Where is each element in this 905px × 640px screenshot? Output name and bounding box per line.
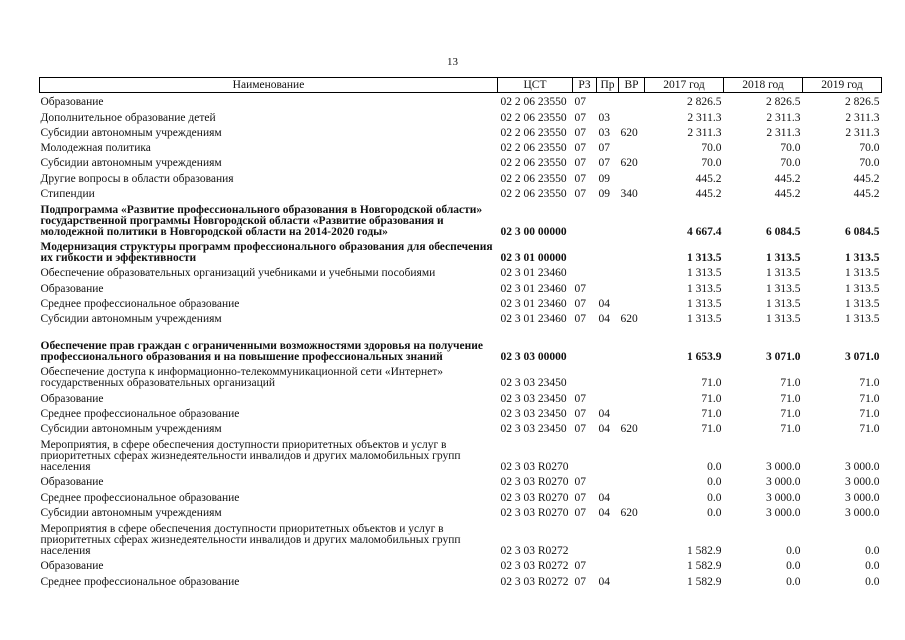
cell-2018: 2 311.3 [766,126,801,139]
cell-rz: 07 [574,188,586,201]
cell-rz: 07 [574,392,586,405]
cell-pr: 04 [598,313,610,326]
table-row [40,519,882,557]
cell-2018: 1 313.5 [766,252,801,265]
cell-pr: 07 [598,142,610,155]
cell-name: Субсидии автономным учреждениям [40,157,222,170]
cell-vr [619,238,645,264]
cell-cst: 02 3 03 R0272 [500,575,569,588]
cell-2017: 0.0 [707,491,722,504]
cell-name: Образование [40,560,104,573]
cell-2017: 70.0 [701,142,722,155]
cell-pr: 09 [598,172,610,185]
cell-name: Образование [40,96,104,109]
cell-2018: 70.0 [780,142,801,155]
cell-2018: 3 071.0 [766,351,801,364]
cell-pr: 03 [598,126,610,139]
cell-2019: 0.0 [865,575,880,588]
table-row [40,557,882,572]
cell-pr [597,389,619,404]
cell-2019: 70.0 [859,142,880,155]
cell-vr [619,473,645,488]
table-row [40,200,882,238]
cell-2019: 71.0 [859,407,880,420]
header-rz: РЗ [573,78,597,93]
cell-rz: 07 [574,313,586,326]
cell-pr: 04 [598,407,610,420]
cell-2019: 71.0 [859,392,880,405]
cell-2018: 2 311.3 [766,111,801,124]
table-row [40,295,882,310]
cell-name: Обеспечение доступа к информационно-телекоммуникационной сети «Интернет» государственных образовательных организаций [40,366,444,390]
cell-2017: 445.2 [695,188,722,201]
cell-rz [573,264,597,279]
cell-2018: 1 313.5 [766,267,801,280]
cell-2017: 2 826.5 [687,96,722,109]
cell-name: Образование [40,392,104,405]
cell-name: Среднее профессиональное образование [40,297,240,310]
cell-2017: 71.0 [701,423,722,436]
cell-pr: 04 [598,297,610,310]
cell-2019: 0.0 [865,545,880,558]
cell-vr [619,557,645,572]
cell-2018: 1 313.5 [766,297,801,310]
cell-2019: 3 000.0 [845,461,880,474]
cell-name: Дополнительное образование детей [40,111,216,124]
cell-name: Субсидии автономным учреждениям [40,313,222,326]
cell-rz [573,200,597,238]
table-row [40,124,882,139]
cell-2018: 1 313.5 [766,282,801,295]
cell-name: Подпрограмма «Развитие профессионального образования в Новгородской области» государственной программы Новгородской области «Развитие образования и молодежной политики в Новгородской области на 2014-2020 годы» [40,204,483,239]
table-header-row [40,78,882,93]
cell-cst: 02 3 03 23450 [500,407,567,420]
cell-pr: 04 [598,507,610,520]
page-number: 13 [447,56,458,68]
cell-cst: 02 3 03 R0270 [500,461,569,474]
cell-pr [597,557,619,572]
cell-name: Стипендии [40,188,95,201]
cell-vr [619,405,645,420]
cell-2017: 1 653.9 [687,351,722,364]
table-row [40,420,882,435]
cell-vr [619,200,645,238]
cell-2019: 3 000.0 [845,507,880,520]
cell-vr [619,572,645,587]
header-pr: Пр [597,78,619,93]
cell-name: Мероприятия, в сфере обеспечения доступности приоритетных объектов и услуг в приоритетных сферах жизнедеятельности инвалидов и других маломобильных групп населения [40,439,461,474]
cell-rz [573,519,597,557]
cell-name: Субсидии автономным учреждениям [40,126,222,139]
cell-2019: 3 000.0 [845,476,880,489]
table-row [40,93,882,109]
cell-2019: 0.0 [865,560,880,573]
cell-name: Среднее профессиональное образование [40,575,240,588]
cell-cst: 02 3 00 00000 [500,226,567,239]
table-row [40,264,882,279]
cell-2017: 0.0 [707,476,722,489]
cell-2017: 2 311.3 [687,111,722,124]
cell-2019: 2 826.5 [845,96,880,109]
header-cst: ЦСТ [498,78,573,93]
cell-2017: 2 311.3 [687,126,722,139]
cell-vr: 620 [620,157,638,170]
cell-vr [619,279,645,294]
cell-vr: 620 [620,313,638,326]
cell-name: Обеспечение образовательных организаций учебниками и учебными пособиями [40,267,436,280]
table-row [40,389,882,404]
table-row [40,504,882,519]
cell-cst: 02 2 06 23550 [500,188,567,201]
cell-vr [619,264,645,279]
table-row [40,169,882,184]
cell-rz: 07 [574,507,586,520]
cell-vr [619,108,645,123]
cell-2017: 1 313.5 [687,282,722,295]
cell-2017: 71.0 [701,392,722,405]
cell-name: Модернизация структуры программ профессионального образования для обеспечения их гибкости и эффективности [40,241,493,265]
cell-pr: 07 [598,157,610,170]
cell-2017: 1 313.5 [687,267,722,280]
cell-name: Среднее профессиональное образование [40,491,240,504]
cell-pr [597,363,619,389]
cell-vr: 620 [620,126,638,139]
cell-2017: 1 313.5 [687,297,722,310]
cell-cst: 02 3 03 R0272 [500,545,569,558]
cell-rz: 07 [574,560,586,573]
cell-2017: 1 313.5 [687,252,722,265]
cell-vr: 340 [620,188,638,201]
table-row [40,488,882,503]
cell-2017: 1 582.9 [687,575,722,588]
cell-cst: 02 3 03 R0270 [500,491,569,504]
cell-pr [597,279,619,294]
table-row [40,139,882,154]
cell-2019: 70.0 [859,157,880,170]
cell-cst: 02 3 01 23460 [500,282,567,295]
cell-vr [619,169,645,184]
table-row [40,325,882,363]
cell-2019: 1 313.5 [845,297,880,310]
cell-name: Субсидии автономным учреждениям [40,423,222,436]
table-row [40,363,882,389]
cell-2018: 3 000.0 [766,491,801,504]
cell-vr [619,93,645,109]
cell-2019: 3 071.0 [845,351,880,364]
cell-2018: 0.0 [786,560,801,573]
cell-rz [573,325,597,363]
cell-pr [597,264,619,279]
cell-rz: 07 [574,491,586,504]
cell-cst: 02 3 01 00000 [500,252,567,265]
cell-2019: 6 084.5 [845,226,880,239]
cell-2018: 0.0 [786,545,801,558]
cell-cst: 02 2 06 23550 [500,157,567,170]
cell-rz: 07 [574,172,586,185]
cell-2018: 445.2 [774,172,801,185]
cell-2017: 0.0 [707,461,722,474]
table-row [40,238,882,264]
cell-2019: 3 000.0 [845,491,880,504]
cell-2019: 445.2 [853,172,880,185]
cell-vr [619,363,645,389]
cell-name: Молодежная политика [40,142,151,155]
cell-2019: 1 313.5 [845,252,880,265]
cell-rz: 07 [574,111,586,124]
cell-name: Другие вопросы в области образования [40,172,234,185]
cell-name: Образование [40,476,104,489]
cell-2019: 2 311.3 [845,111,880,124]
cell-name: Субсидии автономным учреждениям [40,507,222,520]
cell-2017: 70.0 [701,157,722,170]
cell-cst: 02 3 01 23460 [500,297,567,310]
cell-2018: 71.0 [780,407,801,420]
cell-2017: 0.0 [707,507,722,520]
cell-pr [597,93,619,109]
cell-2018: 1 313.5 [766,313,801,326]
cell-name: Мероприятия в сфере обеспечения доступности приоритетных объектов и услуг в приоритетных сферах жизнедеятельности инвалидов и других маломобильных групп населения [40,523,461,558]
cell-rz: 07 [574,157,586,170]
cell-rz [573,435,597,473]
header-2017: 2017 год [645,78,724,93]
table-row [40,405,882,420]
cell-cst: 02 3 03 23450 [500,392,567,405]
table-row [40,572,882,587]
cell-vr: 620 [620,423,638,436]
cell-rz [573,238,597,264]
cell-name: Обеспечение прав граждан с ограниченными возможностями здоровья на получение профессионального образования и на повышение профессиональных знаний [40,340,484,364]
cell-pr [597,325,619,363]
cell-cst: 02 2 06 23550 [500,142,567,155]
cell-vr [619,139,645,154]
cell-vr [619,435,645,473]
cell-2019: 2 311.3 [845,126,880,139]
cell-rz [573,363,597,389]
cell-vr [619,519,645,557]
cell-2018: 71.0 [780,392,801,405]
cell-rz: 07 [574,423,586,436]
table-row [40,185,882,200]
cell-2018: 6 084.5 [766,226,801,239]
cell-pr [597,519,619,557]
cell-pr [597,435,619,473]
cell-pr: 04 [598,423,610,436]
cell-rz: 07 [574,142,586,155]
table-row [40,473,882,488]
cell-rz: 07 [574,282,586,295]
header-2019: 2019 год [803,78,882,93]
cell-2017: 71.0 [701,377,722,390]
cell-2018: 70.0 [780,157,801,170]
cell-2018: 3 000.0 [766,507,801,520]
cell-rz: 07 [574,407,586,420]
cell-pr [597,238,619,264]
cell-pr: 03 [598,111,610,124]
cell-2018: 71.0 [780,377,801,390]
cell-2017: 1 582.9 [687,560,722,573]
table-row [40,435,882,473]
cell-2018: 3 000.0 [766,461,801,474]
table-row [40,310,882,325]
cell-cst: 02 2 06 23550 [500,111,567,124]
cell-2018: 445.2 [774,188,801,201]
cell-2017: 445.2 [695,172,722,185]
table-row [40,279,882,294]
cell-pr [597,473,619,488]
cell-vr [619,325,645,363]
budget-table [39,77,882,588]
cell-rz: 07 [574,575,586,588]
cell-2017: 1 313.5 [687,313,722,326]
cell-2018: 3 000.0 [766,476,801,489]
header-name: Наименование [40,78,498,93]
cell-2018: 2 826.5 [766,96,801,109]
cell-2017: 71.0 [701,407,722,420]
table-row [40,154,882,169]
cell-2019: 1 313.5 [845,282,880,295]
cell-2019: 71.0 [859,423,880,436]
cell-vr: 620 [620,507,638,520]
cell-vr [619,295,645,310]
cell-cst: 02 2 06 23550 [500,126,567,139]
cell-rz: 07 [574,126,586,139]
cell-cst: 02 3 03 00000 [500,351,567,364]
cell-rz: 07 [574,96,586,109]
cell-pr: 09 [598,188,610,201]
cell-name: Среднее профессиональное образование [40,407,240,420]
cell-cst: 02 2 06 23550 [500,172,567,185]
cell-cst: 02 2 06 23550 [500,96,567,109]
cell-2018: 0.0 [786,575,801,588]
cell-2019: 1 313.5 [845,313,880,326]
cell-pr: 04 [598,491,610,504]
cell-2019: 71.0 [859,377,880,390]
cell-rz: 07 [574,476,586,489]
cell-cst: 02 3 01 23460 [500,313,567,326]
cell-cst: 02 3 03 23450 [500,377,567,390]
cell-2019: 1 313.5 [845,267,880,280]
cell-cst: 02 3 03 R0272 [500,560,569,573]
cell-pr: 04 [598,575,610,588]
cell-2017: 1 582.9 [687,545,722,558]
cell-2017: 4 667.4 [687,226,722,239]
cell-cst: 02 3 03 R0270 [500,476,569,489]
header-vr: ВР [619,78,645,93]
cell-2019: 445.2 [853,188,880,201]
cell-cst: 02 3 03 23450 [500,423,567,436]
header-2018: 2018 год [724,78,803,93]
cell-name: Образование [40,282,104,295]
cell-vr [619,488,645,503]
table-row [40,108,882,123]
cell-pr [597,200,619,238]
cell-cst: 02 3 03 R0270 [500,507,569,520]
table-body [40,93,882,588]
cell-rz: 07 [574,297,586,310]
cell-2018: 71.0 [780,423,801,436]
cell-vr [619,389,645,404]
cell-cst: 02 3 01 23460 [500,267,567,280]
